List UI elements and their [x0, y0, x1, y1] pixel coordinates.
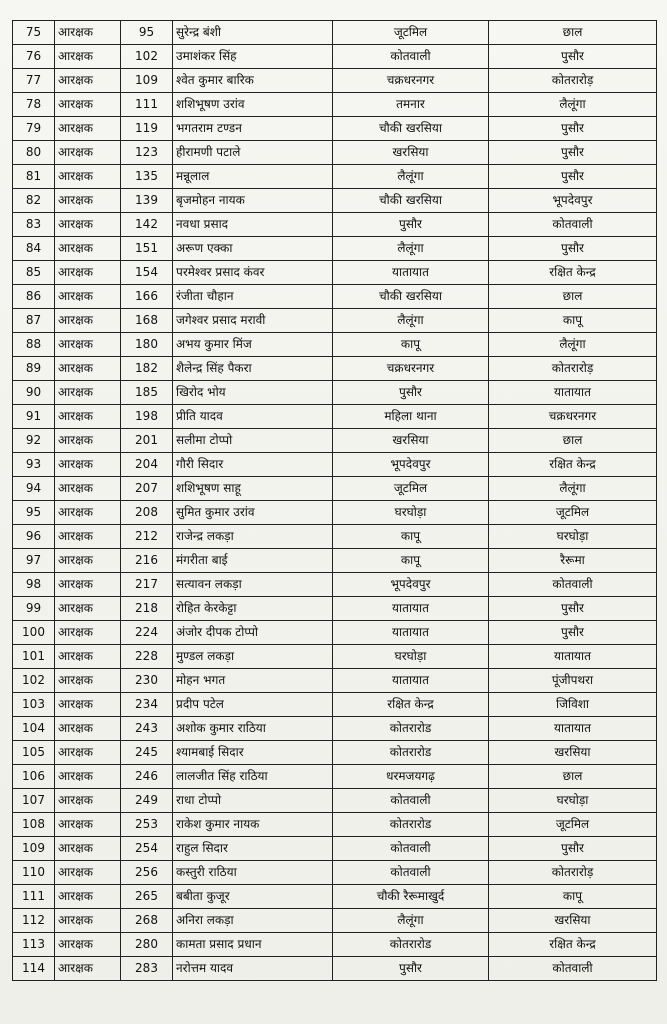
new-posting-cell: लैलूंगा [489, 333, 657, 357]
serial-number-cell: 98 [13, 573, 55, 597]
current-posting-cell: यातायात [333, 597, 489, 621]
serial-number-cell: 84 [13, 237, 55, 261]
badge-number-cell: 135 [121, 165, 173, 189]
serial-number-cell: 97 [13, 549, 55, 573]
serial-number-cell: 89 [13, 357, 55, 381]
name-cell: अशोक कुमार राठिया [173, 717, 333, 741]
badge-number-cell: 228 [121, 645, 173, 669]
name-cell: मंगरीता बाई [173, 549, 333, 573]
table-row [13, 717, 657, 741]
name-cell: सुरेन्द्र बंशी [173, 21, 333, 45]
table-row [13, 501, 657, 525]
current-posting-cell: चौकी रैरूमाखुर्द [333, 885, 489, 909]
current-posting-cell: रक्षित केन्द्र [333, 693, 489, 717]
current-posting-cell: जूटमिल [333, 21, 489, 45]
badge-number-cell: 151 [121, 237, 173, 261]
serial-number-cell: 83 [13, 213, 55, 237]
rank-cell: आरक्षक [55, 237, 121, 261]
table-row [13, 933, 657, 957]
badge-number-cell: 123 [121, 141, 173, 165]
rank-cell: आरक्षक [55, 501, 121, 525]
current-posting-cell: जूटमिल [333, 477, 489, 501]
new-posting-cell: कोतरारोड़ [489, 861, 657, 885]
name-cell: सुमित कुमार उरांव [173, 501, 333, 525]
badge-number-cell: 182 [121, 357, 173, 381]
serial-number-cell: 80 [13, 141, 55, 165]
serial-number-cell: 105 [13, 741, 55, 765]
new-posting-cell: पुसौर [489, 165, 657, 189]
table-row [13, 549, 657, 573]
rank-cell: आरक्षक [55, 45, 121, 69]
name-cell: अंजोर दीपक टोप्पो [173, 621, 333, 645]
current-posting-cell: यातायात [333, 669, 489, 693]
new-posting-cell: यातायात [489, 717, 657, 741]
serial-number-cell: 113 [13, 933, 55, 957]
rank-cell: आरक्षक [55, 837, 121, 861]
rank-cell: आरक्षक [55, 573, 121, 597]
table-row [13, 645, 657, 669]
current-posting-cell: कोतवाली [333, 837, 489, 861]
table-row [13, 573, 657, 597]
rank-cell: आरक्षक [55, 885, 121, 909]
new-posting-cell: छाल [489, 429, 657, 453]
badge-number-cell: 256 [121, 861, 173, 885]
current-posting-cell: घरघोड़ा [333, 645, 489, 669]
name-cell: श्यामबाई सिदार [173, 741, 333, 765]
new-posting-cell: लैलूंगा [489, 477, 657, 501]
rank-cell: आरक्षक [55, 69, 121, 93]
new-posting-cell: कापू [489, 309, 657, 333]
table-row [13, 741, 657, 765]
badge-number-cell: 180 [121, 333, 173, 357]
table-row [13, 93, 657, 117]
current-posting-cell: कोतरारोड [333, 933, 489, 957]
table-row [13, 117, 657, 141]
new-posting-cell: खरसिया [489, 741, 657, 765]
rank-cell: आरक्षक [55, 429, 121, 453]
rank-cell: आरक्षक [55, 141, 121, 165]
table-row [13, 885, 657, 909]
rank-cell: आरक्षक [55, 285, 121, 309]
new-posting-cell: रक्षित केन्द्र [489, 453, 657, 477]
name-cell: राधा टोप्पो [173, 789, 333, 813]
badge-number-cell: 230 [121, 669, 173, 693]
badge-number-cell: 280 [121, 933, 173, 957]
current-posting-cell: कोतवाली [333, 45, 489, 69]
rank-cell: आरक्षक [55, 645, 121, 669]
name-cell: बृजमोहन नायक [173, 189, 333, 213]
rank-cell: आरक्षक [55, 357, 121, 381]
new-posting-cell: यातायात [489, 645, 657, 669]
table-row [13, 837, 657, 861]
rank-cell: आरक्षक [55, 861, 121, 885]
badge-number-cell: 208 [121, 501, 173, 525]
name-cell: रंजीता चौहान [173, 285, 333, 309]
current-posting-cell: कापू [333, 333, 489, 357]
badge-number-cell: 212 [121, 525, 173, 549]
name-cell: खिरोद भोय [173, 381, 333, 405]
new-posting-cell: जिविशा [489, 693, 657, 717]
rank-cell: आरक्षक [55, 741, 121, 765]
table-row [13, 909, 657, 933]
rank-cell: आरक्षक [55, 813, 121, 837]
badge-number-cell: 168 [121, 309, 173, 333]
serial-number-cell: 93 [13, 453, 55, 477]
current-posting-cell: चौकी खरसिया [333, 117, 489, 141]
serial-number-cell: 101 [13, 645, 55, 669]
current-posting-cell: लैलूंगा [333, 309, 489, 333]
new-posting-cell: चक्रधरनगर [489, 405, 657, 429]
badge-number-cell: 216 [121, 549, 173, 573]
current-posting-cell: तमनार [333, 93, 489, 117]
new-posting-cell: पुसौर [489, 117, 657, 141]
new-posting-cell: भूपदेवपुर [489, 189, 657, 213]
serial-number-cell: 88 [13, 333, 55, 357]
serial-number-cell: 96 [13, 525, 55, 549]
serial-number-cell: 106 [13, 765, 55, 789]
serial-number-cell: 104 [13, 717, 55, 741]
transfer-table [12, 20, 657, 981]
name-cell: नवधा प्रसाद [173, 213, 333, 237]
name-cell: भगतराम टण्डन [173, 117, 333, 141]
new-posting-cell: छाल [489, 285, 657, 309]
name-cell: प्रदीप पटेल [173, 693, 333, 717]
table-row [13, 213, 657, 237]
rank-cell: आरक्षक [55, 477, 121, 501]
new-posting-cell: रैरूमा [489, 549, 657, 573]
new-posting-cell: पुसौर [489, 141, 657, 165]
serial-number-cell: 109 [13, 837, 55, 861]
rank-cell: आरक्षक [55, 549, 121, 573]
current-posting-cell: कापू [333, 525, 489, 549]
table-row [13, 405, 657, 429]
current-posting-cell: धरमजयगढ़ [333, 765, 489, 789]
new-posting-cell: छाल [489, 765, 657, 789]
new-posting-cell: कोतवाली [489, 573, 657, 597]
serial-number-cell: 77 [13, 69, 55, 93]
table-row [13, 165, 657, 189]
badge-number-cell: 207 [121, 477, 173, 501]
rank-cell: आरक्षक [55, 117, 121, 141]
rank-cell: आरक्षक [55, 21, 121, 45]
name-cell: मोहन भगत [173, 669, 333, 693]
rank-cell: आरक्षक [55, 621, 121, 645]
table-row [13, 189, 657, 213]
table-row [13, 861, 657, 885]
badge-number-cell: 218 [121, 597, 173, 621]
serial-number-cell: 92 [13, 429, 55, 453]
badge-number-cell: 253 [121, 813, 173, 837]
badge-number-cell: 119 [121, 117, 173, 141]
name-cell: मुण्डल लकड़ा [173, 645, 333, 669]
badge-number-cell: 254 [121, 837, 173, 861]
rank-cell: आरक्षक [55, 453, 121, 477]
rank-cell: आरक्षक [55, 765, 121, 789]
badge-number-cell: 243 [121, 717, 173, 741]
table-row [13, 141, 657, 165]
badge-number-cell: 217 [121, 573, 173, 597]
serial-number-cell: 114 [13, 957, 55, 981]
new-posting-cell: जूटमिल [489, 813, 657, 837]
new-posting-cell: पुसौर [489, 837, 657, 861]
serial-number-cell: 90 [13, 381, 55, 405]
rank-cell: आरक्षक [55, 933, 121, 957]
name-cell: प्रीति यादव [173, 405, 333, 429]
name-cell: राजेन्द्र लकड़ा [173, 525, 333, 549]
current-posting-cell: घरघोड़ा [333, 501, 489, 525]
serial-number-cell: 75 [13, 21, 55, 45]
badge-number-cell: 249 [121, 789, 173, 813]
rank-cell: आरक्षक [55, 669, 121, 693]
current-posting-cell: चक्रधरनगर [333, 357, 489, 381]
serial-number-cell: 112 [13, 909, 55, 933]
badge-number-cell: 166 [121, 285, 173, 309]
table-row [13, 453, 657, 477]
serial-number-cell: 95 [13, 501, 55, 525]
rank-cell: आरक्षक [55, 717, 121, 741]
rank-cell: आरक्षक [55, 381, 121, 405]
serial-number-cell: 91 [13, 405, 55, 429]
name-cell: नरोत्तम यादव [173, 957, 333, 981]
name-cell: सत्यावन लकड़ा [173, 573, 333, 597]
name-cell: बबीता कुजूर [173, 885, 333, 909]
serial-number-cell: 86 [13, 285, 55, 309]
table-row [13, 477, 657, 501]
current-posting-cell: कापू [333, 549, 489, 573]
serial-number-cell: 76 [13, 45, 55, 69]
current-posting-cell: चौकी खरसिया [333, 285, 489, 309]
name-cell: अनिरा लकड़ा [173, 909, 333, 933]
current-posting-cell: पुसौर [333, 213, 489, 237]
name-cell: लालजीत सिंह राठिया [173, 765, 333, 789]
table-row [13, 309, 657, 333]
current-posting-cell: पुसौर [333, 957, 489, 981]
current-posting-cell: कोतरारोड [333, 741, 489, 765]
current-posting-cell: कोतरारोड [333, 813, 489, 837]
name-cell: श्वेत कुमार बारिक [173, 69, 333, 93]
badge-number-cell: 204 [121, 453, 173, 477]
new-posting-cell: पुसौर [489, 597, 657, 621]
rank-cell: आरक्षक [55, 525, 121, 549]
current-posting-cell: भूपदेवपुर [333, 453, 489, 477]
name-cell: शशिभूषण साहू [173, 477, 333, 501]
table-row [13, 765, 657, 789]
table-body [13, 21, 657, 981]
current-posting-cell: कोतवाली [333, 861, 489, 885]
new-posting-cell: पुसौर [489, 237, 657, 261]
serial-number-cell: 102 [13, 669, 55, 693]
new-posting-cell: कोतरारोड़ [489, 357, 657, 381]
new-posting-cell: घरघोड़ा [489, 789, 657, 813]
new-posting-cell: पुसौर [489, 621, 657, 645]
rank-cell: आरक्षक [55, 909, 121, 933]
serial-number-cell: 100 [13, 621, 55, 645]
table-row [13, 597, 657, 621]
rank-cell: आरक्षक [55, 309, 121, 333]
current-posting-cell: यातायात [333, 621, 489, 645]
name-cell: शैलेन्द्र सिंह पैकरा [173, 357, 333, 381]
serial-number-cell: 103 [13, 693, 55, 717]
table-row [13, 621, 657, 645]
table-row [13, 957, 657, 981]
name-cell: राकेश कुमार नायक [173, 813, 333, 837]
rank-cell: आरक्षक [55, 93, 121, 117]
table-row [13, 69, 657, 93]
current-posting-cell: कोतवाली [333, 789, 489, 813]
rank-cell: आरक्षक [55, 693, 121, 717]
table-row [13, 261, 657, 285]
serial-number-cell: 81 [13, 165, 55, 189]
current-posting-cell: यातायात [333, 261, 489, 285]
name-cell: अरूण एक्का [173, 237, 333, 261]
current-posting-cell: कोतरारोड [333, 717, 489, 741]
name-cell: उमाशंकर सिंह [173, 45, 333, 69]
badge-number-cell: 283 [121, 957, 173, 981]
current-posting-cell: लैलूंगा [333, 165, 489, 189]
table-row [13, 789, 657, 813]
serial-number-cell: 110 [13, 861, 55, 885]
name-cell: परमेश्वर प्रसाद कंवर [173, 261, 333, 285]
rank-cell: आरक्षक [55, 957, 121, 981]
rank-cell: आरक्षक [55, 597, 121, 621]
badge-number-cell: 139 [121, 189, 173, 213]
badge-number-cell: 109 [121, 69, 173, 93]
rank-cell: आरक्षक [55, 789, 121, 813]
table-row [13, 21, 657, 45]
badge-number-cell: 198 [121, 405, 173, 429]
badge-number-cell: 95 [121, 21, 173, 45]
rank-cell: आरक्षक [55, 213, 121, 237]
table-row [13, 693, 657, 717]
badge-number-cell: 245 [121, 741, 173, 765]
current-posting-cell: चक्रधरनगर [333, 69, 489, 93]
current-posting-cell: लैलूंगा [333, 909, 489, 933]
table-row [13, 237, 657, 261]
badge-number-cell: 224 [121, 621, 173, 645]
serial-number-cell: 87 [13, 309, 55, 333]
current-posting-cell: खरसिया [333, 429, 489, 453]
rank-cell: आरक्षक [55, 333, 121, 357]
current-posting-cell: पुसौर [333, 381, 489, 405]
serial-number-cell: 79 [13, 117, 55, 141]
new-posting-cell: रक्षित केन्द्र [489, 261, 657, 285]
name-cell: कामता प्रसाद प्रधान [173, 933, 333, 957]
badge-number-cell: 246 [121, 765, 173, 789]
table-row [13, 381, 657, 405]
current-posting-cell: महिला थाना [333, 405, 489, 429]
new-posting-cell: पुसौर [489, 45, 657, 69]
table-row [13, 525, 657, 549]
new-posting-cell: रक्षित केन्द्र [489, 933, 657, 957]
serial-number-cell: 107 [13, 789, 55, 813]
name-cell: शशिभूषण उरांव [173, 93, 333, 117]
serial-number-cell: 111 [13, 885, 55, 909]
rank-cell: आरक्षक [55, 405, 121, 429]
table-row [13, 813, 657, 837]
table-row [13, 333, 657, 357]
new-posting-cell: कोतवाली [489, 213, 657, 237]
current-posting-cell: चौकी खरसिया [333, 189, 489, 213]
table-row [13, 429, 657, 453]
name-cell: गौरी सिदार [173, 453, 333, 477]
table-row [13, 45, 657, 69]
badge-number-cell: 268 [121, 909, 173, 933]
name-cell: जगेश्वर प्रसाद मरावी [173, 309, 333, 333]
serial-number-cell: 82 [13, 189, 55, 213]
name-cell: कस्तुरी राठिया [173, 861, 333, 885]
new-posting-cell: कापू [489, 885, 657, 909]
badge-number-cell: 185 [121, 381, 173, 405]
rank-cell: आरक्षक [55, 165, 121, 189]
new-posting-cell: पूंजीपथरा [489, 669, 657, 693]
badge-number-cell: 154 [121, 261, 173, 285]
badge-number-cell: 142 [121, 213, 173, 237]
name-cell: रोहित केरकेट्टा [173, 597, 333, 621]
table-row [13, 357, 657, 381]
badge-number-cell: 111 [121, 93, 173, 117]
serial-number-cell: 78 [13, 93, 55, 117]
table-row [13, 285, 657, 309]
new-posting-cell: लैलूंगा [489, 93, 657, 117]
badge-number-cell: 201 [121, 429, 173, 453]
name-cell: सलीमा टोप्पो [173, 429, 333, 453]
current-posting-cell: खरसिया [333, 141, 489, 165]
current-posting-cell: भूपदेवपुर [333, 573, 489, 597]
name-cell: हीरामणी पटाले [173, 141, 333, 165]
badge-number-cell: 102 [121, 45, 173, 69]
new-posting-cell: कोतरारोड़ [489, 69, 657, 93]
name-cell: मन्नूलाल [173, 165, 333, 189]
new-posting-cell: घरघोड़ा [489, 525, 657, 549]
rank-cell: आरक्षक [55, 261, 121, 285]
name-cell: राहुल सिदार [173, 837, 333, 861]
new-posting-cell: खरसिया [489, 909, 657, 933]
badge-number-cell: 265 [121, 885, 173, 909]
badge-number-cell: 234 [121, 693, 173, 717]
current-posting-cell: लैलूंगा [333, 237, 489, 261]
serial-number-cell: 108 [13, 813, 55, 837]
new-posting-cell: जूटमिल [489, 501, 657, 525]
serial-number-cell: 94 [13, 477, 55, 501]
new-posting-cell: कोतवाली [489, 957, 657, 981]
serial-number-cell: 85 [13, 261, 55, 285]
new-posting-cell: यातायात [489, 381, 657, 405]
table-row [13, 669, 657, 693]
name-cell: अभय कुमार मिंज [173, 333, 333, 357]
rank-cell: आरक्षक [55, 189, 121, 213]
new-posting-cell: छाल [489, 21, 657, 45]
serial-number-cell: 99 [13, 597, 55, 621]
